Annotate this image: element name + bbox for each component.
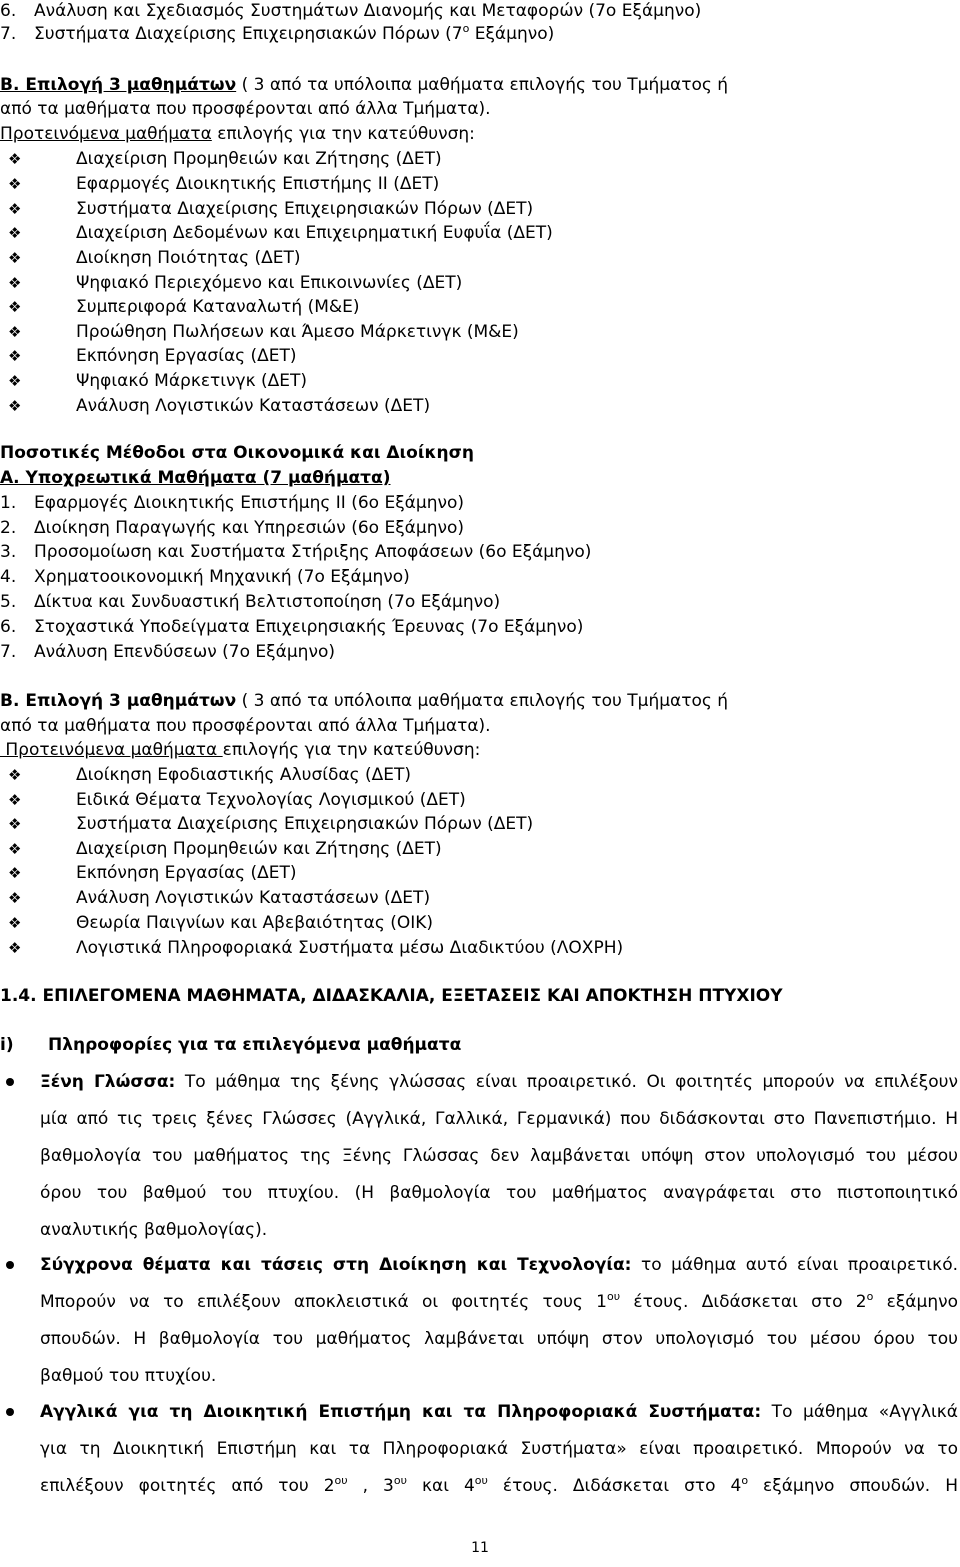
superscript: ου [393, 1474, 407, 1487]
list-text: Προσομοίωση και Συστήματα Στήριξης Αποφάσεων (6ο Εξάμηνο) [34, 542, 592, 562]
list-text: Ανάλυση και Σχεδιασμός Συστημάτων Διανομής και Μεταφορών (7ο Εξάμηνο) [34, 1, 702, 21]
list-text: Διοίκηση Παραγωγής και Υπηρεσιών (6ο Εξάμηνο) [34, 518, 464, 538]
section-b-intro [0, 690, 728, 712]
proposed-courses-label: Προτεινόμενα μαθήματα [0, 124, 212, 144]
list-number: 3. [0, 542, 17, 562]
list-number: 7. [0, 24, 17, 44]
list-text: Ανάλυση Επενδύσεων (7ο Εξάμηνο) [34, 642, 335, 662]
list-number: 6. [0, 1, 17, 21]
list-item [0, 566, 410, 588]
section-heading: Ποσοτικές Μέθοδοι στα Οικονομικά και Διοίκηση [0, 443, 474, 463]
paragraph-modern-topics [40, 1247, 958, 1395]
list-number: 6. [0, 617, 17, 637]
chapter-heading: 1.4. ΕΠΙΛΕΓΟΜΕΝΑ ΜΑΘΗΜΑΤΑ, ΔΙΔΑΣΚΑΛΙΑ, ΕΞΕΤΑΣΕΙΣ ΚΑΙ ΑΠΟΚΤΗΣΗ ΠΤΥΧΙΟΥ [0, 986, 783, 1006]
list-item [0, 616, 583, 638]
list-text: Εφαρμογές Διοικητικής Επιστήμης ΙΙ (6ο Εξάμηνο) [34, 493, 465, 513]
paragraph-text: σπουδών. Η βαθμολογία του μαθήματος λαμβάνεται υπόψη στον υπολογισμό του μέσου όρου του [40, 1329, 958, 1349]
list-text: Δίκτυα και Συνδυαστική Βελτιστοποίηση (7ο Εξάμηνο) [34, 592, 501, 612]
list-text: Συστήματα Διαχείρισης Επιχειρησιακών Πόρων (7 [34, 24, 463, 44]
paragraph-text: , 3 [347, 1476, 394, 1496]
list-text: Ειδικά Θέματα Τεχνολογίας Λογισμικού (ΔΕΤ) [76, 790, 466, 810]
diamond-bullet-icon: ❖ [8, 815, 22, 833]
diamond-bullet-icon: ❖ [8, 224, 22, 242]
paragraph-text: βαθμού του πτυχίου. [40, 1366, 217, 1386]
list-text: Συστήματα Διαχείρισης Επιχειρησιακών Πόρων (ΔΕΤ) [76, 814, 534, 834]
paragraph-term: Ξένη Γλώσσα: [40, 1072, 176, 1092]
list-item [0, 23, 554, 45]
list-text: Συστήματα Διαχείρισης Επιχειρησιακών Πόρων (ΔΕΤ) [76, 199, 534, 219]
list-text: Θεωρία Παιγνίων και Αβεβαιότητας (ΟΙΚ) [76, 913, 434, 933]
paragraph-foreign-language [40, 1064, 958, 1249]
diamond-bullet-icon: ❖ [8, 864, 22, 882]
paragraph-text: βαθμολογία του μαθήματος της Ξένης Γλώσσας δεν λαμβάνεται υπόψη στον υπολογισμό του μέσου [40, 1146, 958, 1166]
section-b-intro [0, 74, 728, 96]
paragraph-text: επιλέξουν φοιτητές από του 2 [40, 1476, 335, 1496]
paragraph-text: Το μάθημα «Αγγλικά [761, 1402, 958, 1422]
list-text: Εκπόνηση Εργασίας (ΔΕΤ) [76, 346, 297, 366]
paragraph-text: εξάμηνο [873, 1292, 958, 1312]
list-text: Εξάμηνο) [469, 24, 555, 44]
list-item [0, 0, 701, 22]
subsection-title: Πληροφορίες για τα επιλεγόμενα μαθήματα [48, 1035, 462, 1055]
diamond-bullet-icon: ❖ [8, 372, 22, 390]
bullet-icon [6, 1408, 14, 1416]
diamond-bullet-icon: ❖ [8, 274, 22, 292]
list-number: 7. [0, 642, 17, 662]
list-text: Εκπόνηση Εργασίας (ΔΕΤ) [76, 863, 297, 883]
bullet-icon [6, 1261, 14, 1269]
list-number: 4. [0, 567, 17, 587]
proposed-courses-text: επιλογής για την κατεύθυνση: [222, 740, 481, 760]
list-text: Προώθηση Πωλήσεων και Άμεσο Μάρκετινγκ (Μ&Ε) [76, 322, 519, 342]
list-text: Διαχείριση Δεδομένων και Επιχειρηματική Ευφυΐα (ΔΕΤ) [76, 223, 553, 243]
list-number: 2. [0, 518, 17, 538]
section-b-text-line2: από τα μαθήματα που προσφέρονται από άλλα Τμήματα). [0, 716, 491, 736]
diamond-bullet-icon: ❖ [8, 791, 22, 809]
superscript: ου [474, 1474, 488, 1487]
diamond-bullet-icon: ❖ [8, 397, 22, 415]
paragraph-text: έτους. Διδάσκεται στο 2 [620, 1292, 867, 1312]
section-b-text: ( 3 από τα υπόλοιπα μαθήματα επιλογής του Τμήματος ή [236, 691, 729, 711]
diamond-bullet-icon: ❖ [8, 840, 22, 858]
list-item [0, 541, 591, 563]
list-text: Χρηματοοικονομική Μηχανική (7ο Εξάμηνο) [34, 567, 410, 587]
list-text: Ανάλυση Λογιστικών Καταστάσεων (ΔΕΤ) [76, 396, 431, 416]
list-text: Διοίκηση Εφοδιαστικής Αλυσίδας (ΔΕΤ) [76, 765, 411, 785]
diamond-bullet-icon: ❖ [8, 249, 22, 267]
diamond-bullet-icon: ❖ [8, 766, 22, 784]
page-number: 11 [471, 1540, 489, 1556]
proposed-courses-text: επιλογής για την κατεύθυνση: [211, 124, 475, 144]
paragraph-text: όρου του βαθμού του πτυχίου. (Η βαθμολογία του μαθήματος αναγράφεται στο πιστοποιητικό [40, 1183, 958, 1203]
bullet-icon [6, 1078, 14, 1086]
list-text: Διαχείριση Προμηθειών και Ζήτησης (ΔΕΤ) [76, 839, 442, 859]
list-text: Εφαρμογές Διοικητικής Επιστήμης ΙΙ (ΔΕΤ) [76, 174, 440, 194]
list-item [0, 641, 335, 663]
section-subheading: Α. Υποχρεωτικά Μαθήματα (7 μαθήματα) [0, 468, 391, 488]
list-text: Ανάλυση Λογιστικών Καταστάσεων (ΔΕΤ) [76, 888, 431, 908]
superscript: ο [462, 22, 470, 35]
list-number: 5. [0, 592, 17, 612]
paragraph-text: αναλυτικής βαθμολογίας). [40, 1220, 268, 1240]
section-b-label: Β. Επιλογή 3 μαθημάτων [0, 691, 237, 711]
list-item [0, 492, 464, 514]
paragraph-term: Σύγχρονα θέματα και τάσεις στη Διοίκηση και Τεχνολογία: [40, 1255, 632, 1275]
list-text: Ψηφιακό Μάρκετινγκ (ΔΕΤ) [76, 371, 308, 391]
diamond-bullet-icon: ❖ [8, 298, 22, 316]
paragraph-term: Αγγλικά για τη Διοικητική Επιστήμη και τα Πληροφοριακά Συστήματα: [40, 1402, 762, 1422]
list-text: Στοχαστικά Υποδείγματα Επιχειρησιακής Έρευνας (7ο Εξάμηνο) [34, 617, 584, 637]
paragraph-text: έτους. Διδάσκεται στο 4 [487, 1476, 742, 1496]
superscript: ο [866, 1290, 874, 1303]
subsection-heading [0, 1034, 461, 1056]
section-b-text: ( 3 από τα υπόλοιπα μαθήματα επιλογής του Τμήματος ή [236, 75, 729, 95]
superscript: ου [607, 1290, 621, 1303]
diamond-bullet-icon: ❖ [8, 150, 22, 168]
list-item [0, 517, 464, 539]
superscript: ο [741, 1474, 749, 1487]
list-text: Συμπεριφορά Καταναλωτή (Μ&Ε) [76, 297, 360, 317]
diamond-bullet-icon: ❖ [8, 200, 22, 218]
paragraph-text: και 4 [406, 1476, 475, 1496]
proposed-courses-line [0, 123, 475, 145]
diamond-bullet-icon: ❖ [8, 889, 22, 907]
list-text: Διοίκηση Ποιότητας (ΔΕΤ) [76, 248, 301, 268]
list-text: Διαχείριση Προμηθειών και Ζήτησης (ΔΕΤ) [76, 149, 442, 169]
diamond-bullet-icon: ❖ [8, 347, 22, 365]
section-b-label: Β. Επιλογή 3 μαθημάτων [0, 75, 237, 95]
diamond-bullet-icon: ❖ [8, 323, 22, 341]
list-item [0, 591, 500, 613]
paragraph-text: εξάμηνο σπουδών. Η [748, 1476, 958, 1496]
list-text: Λογιστικά Πληροφοριακά Συστήματα μέσω Διαδικτύου (ΛΟΧΡΗ) [76, 938, 624, 958]
list-number: 1. [0, 493, 17, 513]
paragraph-text: Μπορούν να το επιλέξουν αποκλειστικά οι φοιτητές τους 1 [40, 1292, 607, 1312]
proposed-courses-label: Προτεινόμενα μαθήματα [0, 740, 223, 760]
paragraph-text: για τη Διοικητική Επιστήμη και τα Πληροφοριακά Συστήματα» είναι προαιρετικό. Μπορούν να το [40, 1439, 958, 1459]
subsection-number: i) [0, 1035, 14, 1055]
paragraph-text: Το μάθημα της ξένης γλώσσας είναι προαιρετικό. Οι φοιτητές μπορούν να επιλέξουν [175, 1072, 958, 1092]
diamond-bullet-icon: ❖ [8, 175, 22, 193]
paragraph-english-course [40, 1394, 958, 1505]
list-text: Ψηφιακό Περιεχόμενο και Επικοινωνίες (ΔΕΤ) [76, 273, 463, 293]
superscript: ου [334, 1474, 348, 1487]
paragraph-text: το μάθημα αυτό είναι προαιρετικό. [631, 1255, 958, 1275]
diamond-bullet-icon: ❖ [8, 939, 22, 957]
section-b-text-line2: από τα μαθήματα που προσφέρονται από άλλα Τμήματα). [0, 99, 491, 119]
diamond-bullet-icon: ❖ [8, 914, 22, 932]
paragraph-text: μία από τις τρεις ξένες Γλώσσες (Αγγλικά, Γαλλικά, Γερμανικά) που διδάσκονται στο Πανεπιστήμιο. Η [40, 1109, 958, 1129]
proposed-courses-line [0, 739, 480, 761]
